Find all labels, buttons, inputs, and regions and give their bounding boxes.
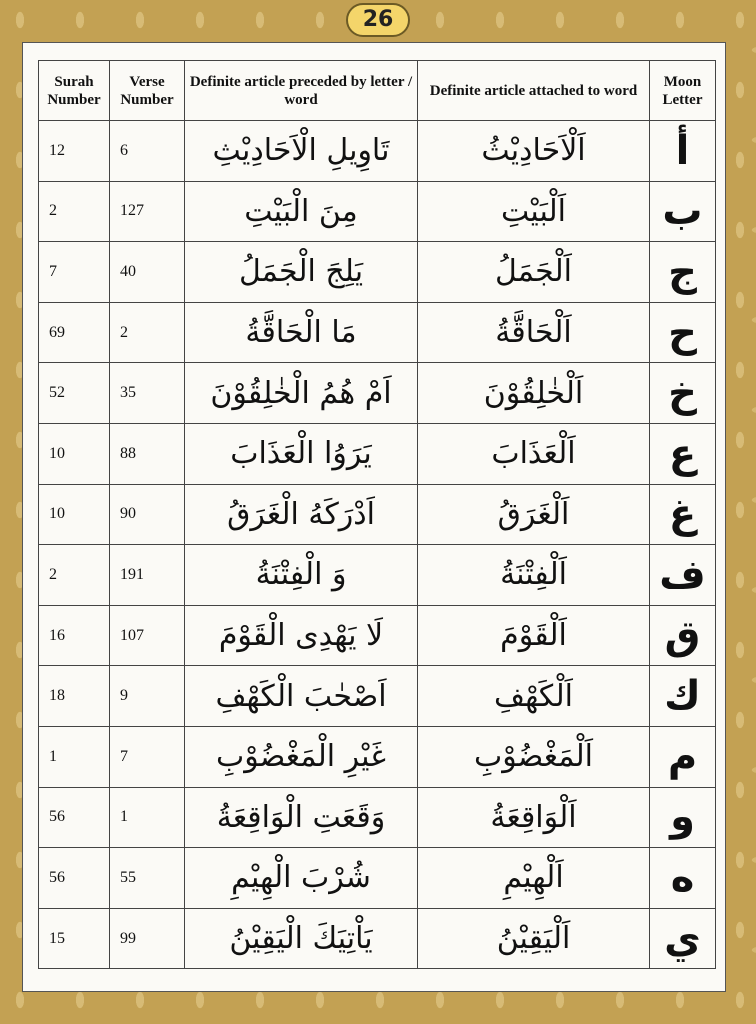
moon-letter-cell: غ: [650, 484, 716, 545]
verse-number-cell: 90: [110, 484, 185, 545]
surah-number-cell: 2: [39, 545, 110, 606]
verse-number-cell: 88: [110, 423, 185, 484]
surah-number-cell: 2: [39, 181, 110, 242]
attached-article-cell: اَلْحَاقَّةُ: [418, 302, 650, 363]
attached-article-cell: اَلْفِتْنَةُ: [418, 545, 650, 606]
table-row: [39, 605, 716, 666]
preceded-article-cell: يَاْتِيَكَ الْيَقِيْنُ: [185, 908, 418, 969]
preceded-article-cell: اَصْحٰبَ الْكَهْفِ: [185, 666, 418, 727]
moon-letter-cell: ق: [650, 605, 716, 666]
attached-article-cell: اَلْوَاقِعَةُ: [418, 787, 650, 848]
moon-letter-cell: ي: [650, 908, 716, 969]
verse-number-cell: 107: [110, 605, 185, 666]
moon-letter-cell: ك: [650, 666, 716, 727]
attached-article-cell: اَلْجَمَلُ: [418, 242, 650, 303]
attached-article-cell: اَلْمَغْضُوْبِ: [418, 726, 650, 787]
surah-number-cell: 10: [39, 484, 110, 545]
verse-number-cell: 2: [110, 302, 185, 363]
surah-number-cell: 7: [39, 242, 110, 303]
preceded-article-cell: مَا الْحَاقَّةُ: [185, 302, 418, 363]
moon-letter-cell: ج: [650, 242, 716, 303]
table-row: [39, 908, 716, 969]
table-row: [39, 726, 716, 787]
moon-letter-cell: ع: [650, 423, 716, 484]
verse-number-cell: 35: [110, 363, 185, 424]
preceded-article-cell: لَا يَهْدِى الْقَوْمَ: [185, 605, 418, 666]
preceded-article-cell: اَدْرَكَهُ الْغَرَقُ: [185, 484, 418, 545]
moon-letter-cell: ب: [650, 181, 716, 242]
attached-article-cell: اَلْاَحَادِيْثُ: [418, 121, 650, 182]
verse-number-cell: 1: [110, 787, 185, 848]
attached-article-cell: اَلْيَقِيْنُ: [418, 908, 650, 969]
verse-number-cell: 191: [110, 545, 185, 606]
moon-letter-cell: ه: [650, 848, 716, 909]
table-row: [39, 666, 716, 727]
header-surah-number: Surah Number: [39, 61, 110, 121]
preceded-article-cell: وَ الْفِتْنَةُ: [185, 545, 418, 606]
table-row: [39, 121, 716, 182]
attached-article-cell: اَلْقَوْمَ: [418, 605, 650, 666]
attached-article-cell: اَلْغَرَقُ: [418, 484, 650, 545]
preceded-article-cell: غَيْرِ الْمَغْضُوْبِ: [185, 726, 418, 787]
header-preceded-article: Definite article preceded by letter / word: [185, 61, 418, 121]
moon-letter-cell: ح: [650, 302, 716, 363]
page-content: [22, 42, 726, 992]
moon-letters-table: [38, 60, 716, 969]
surah-number-cell: 12: [39, 121, 110, 182]
verse-number-cell: 7: [110, 726, 185, 787]
table-row: [39, 484, 716, 545]
surah-number-cell: 18: [39, 666, 110, 727]
table-header-row: [39, 61, 716, 121]
preceded-article-cell: وَقَعَتِ الْوَاقِعَةُ: [185, 787, 418, 848]
preceded-article-cell: يَلِجَ الْجَمَلُ: [185, 242, 418, 303]
table-row: [39, 181, 716, 242]
attached-article-cell: اَلْهِيْمِ: [418, 848, 650, 909]
surah-number-cell: 56: [39, 848, 110, 909]
table-row: [39, 242, 716, 303]
moon-letter-cell: خ: [650, 363, 716, 424]
header-moon-letter: Moon Letter: [650, 61, 716, 121]
table-row: [39, 787, 716, 848]
verse-number-cell: 99: [110, 908, 185, 969]
header-attached-article: Definite article attached to word: [418, 61, 650, 121]
verse-number-cell: 40: [110, 242, 185, 303]
attached-article-cell: اَلْخٰلِقُوْنَ: [418, 363, 650, 424]
preceded-article-cell: تَاوِيلِ الْاَحَادِيْثِ: [185, 121, 418, 182]
table-row: [39, 848, 716, 909]
table-row: [39, 363, 716, 424]
preceded-article-cell: شُرْبَ الْهِيْمِ: [185, 848, 418, 909]
moon-letter-cell: أ: [650, 121, 716, 182]
verse-number-cell: 6: [110, 121, 185, 182]
moon-letter-cell: ف: [650, 545, 716, 606]
attached-article-cell: اَلْبَيْتِ: [418, 181, 650, 242]
surah-number-cell: 10: [39, 423, 110, 484]
verse-number-cell: 55: [110, 848, 185, 909]
surah-number-cell: 1: [39, 726, 110, 787]
header-verse-number: Verse Number: [110, 61, 185, 121]
preceded-article-cell: مِنَ الْبَيْتِ: [185, 181, 418, 242]
surah-number-cell: 52: [39, 363, 110, 424]
attached-article-cell: اَلْعَذَابَ: [418, 423, 650, 484]
table-row: [39, 302, 716, 363]
moon-letter-cell: و: [650, 787, 716, 848]
table-row: [39, 423, 716, 484]
surah-number-cell: 16: [39, 605, 110, 666]
moon-letter-cell: م: [650, 726, 716, 787]
table-row: [39, 545, 716, 606]
surah-number-cell: 15: [39, 908, 110, 969]
verse-number-cell: 9: [110, 666, 185, 727]
preceded-article-cell: يَرَوُا الْعَذَابَ: [185, 423, 418, 484]
attached-article-cell: اَلْكَهْفِ: [418, 666, 650, 727]
surah-number-cell: 69: [39, 302, 110, 363]
verse-number-cell: 127: [110, 181, 185, 242]
page-number: 26: [346, 3, 410, 37]
preceded-article-cell: اَمْ هُمُ الْخٰلِقُوْنَ: [185, 363, 418, 424]
surah-number-cell: 56: [39, 787, 110, 848]
